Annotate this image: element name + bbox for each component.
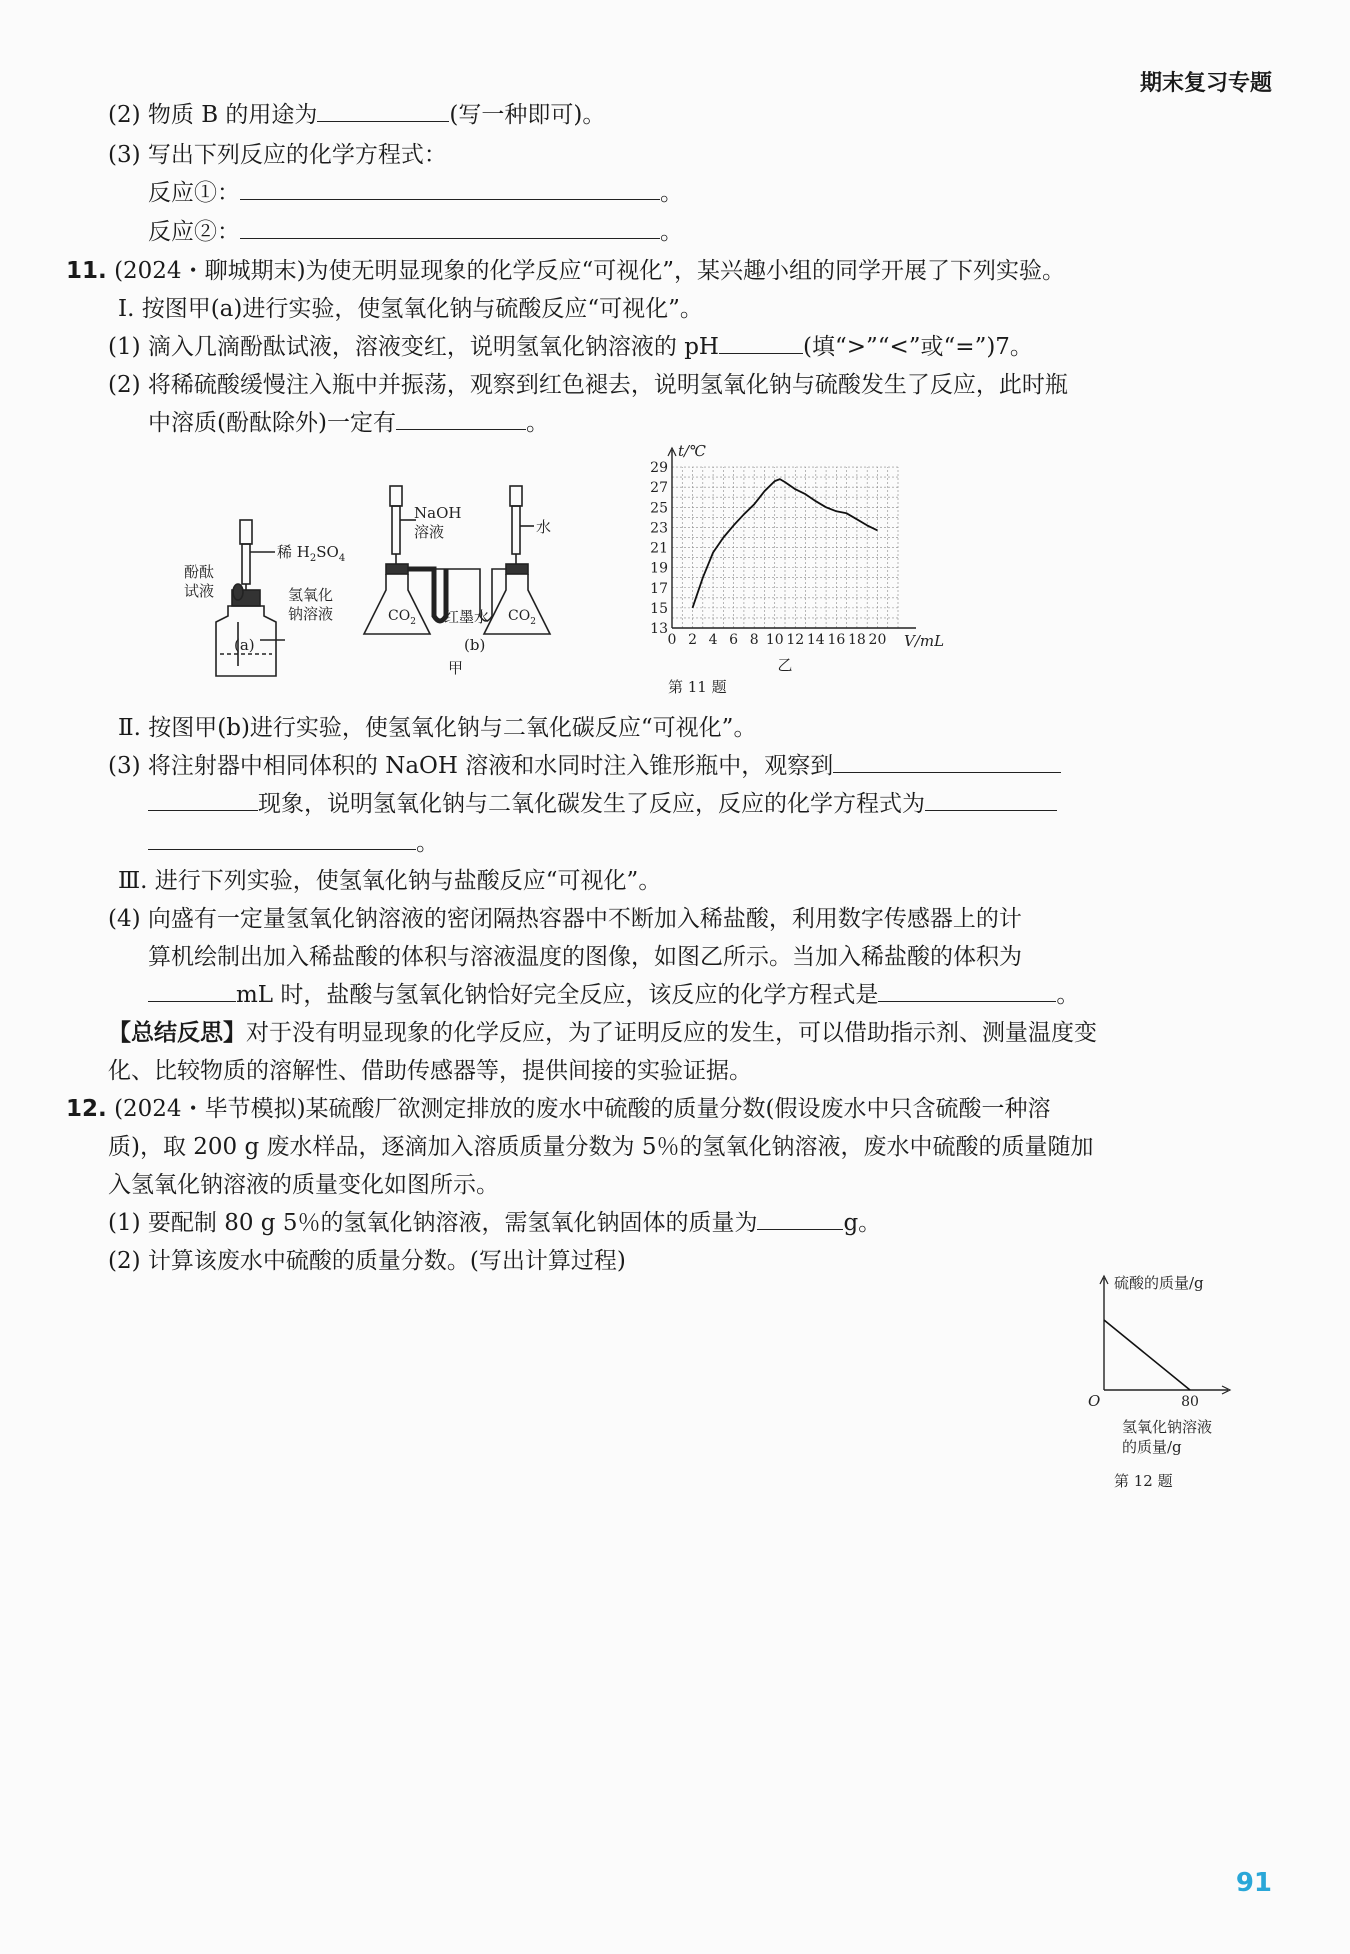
q11-summary-line1 — [108, 1014, 1097, 1047]
x-tick-label: 12 — [786, 632, 805, 648]
q12-sub1 — [108, 1204, 881, 1237]
q11-sub1-text: (1) 滴入几滴酚酞试液，溶液变红，说明氢氧化钠溶液的 pH — [108, 334, 719, 360]
answer-blank[interactable] — [148, 827, 416, 850]
question-number: 12. — [66, 1096, 107, 1122]
x-tick-label: 14 — [806, 632, 825, 648]
y-tick-label: 19 — [650, 560, 668, 577]
x-tick-label: 6 — [729, 632, 739, 648]
q11-sub3-line2 — [148, 785, 1057, 818]
x-tick-label: 10 — [765, 632, 784, 648]
answer-blank[interactable] — [757, 1207, 843, 1230]
caption-a: (a) — [234, 636, 255, 654]
q11-part1: Ⅰ. 按图甲(a)进行实验，使氢氧化钠与硫酸反应“可视化”。 — [118, 296, 703, 322]
answer-blank[interactable] — [240, 216, 660, 239]
answer-blank[interactable] — [878, 979, 1056, 1002]
q10-sub2 — [108, 96, 605, 129]
y-tick-label: 29 — [650, 460, 668, 477]
x-tick-label: 16 — [827, 632, 846, 648]
question-number: 11. — [66, 258, 107, 284]
answer-blank[interactable] — [396, 407, 526, 430]
figure-12 — [1080, 1270, 1300, 1490]
q12-line1 — [66, 1090, 1051, 1123]
answer-blank[interactable] — [925, 788, 1057, 811]
q11-intro — [66, 252, 1065, 285]
q10-sub2-suffix: (写一种即可)。 — [449, 102, 606, 128]
label-b-naoh-1: NaOH — [414, 504, 462, 522]
q11-sub4-line1: (4) 向盛有一定量氢氧化钠溶液的密闭隔热容器中不断加入稀盐酸，利用数字传感器上的计 — [108, 906, 1022, 932]
label-h2so4: 稀 $H_2SO_4$ — [277, 543, 346, 564]
y-tick-label: 15 — [650, 600, 668, 617]
period: 。 — [660, 180, 683, 206]
label-b-co2-right: $CO_2$ — [508, 608, 536, 627]
caption-b: (b) — [464, 636, 486, 654]
reaction2-label: 反应②： — [148, 219, 240, 245]
caption-jia: 甲 — [448, 659, 464, 677]
y-tick-label: 23 — [650, 520, 668, 537]
period: 。 — [525, 410, 549, 436]
q11-sub1 — [108, 328, 1033, 361]
answer-blank[interactable] — [317, 99, 449, 122]
q10-reaction1 — [148, 174, 683, 207]
y-tick-label: 21 — [650, 540, 668, 557]
y-tick-label: 17 — [650, 580, 668, 597]
q11-sub1-suffix: (填“>”“<”或“=”)7。 — [802, 334, 1033, 360]
chart-temperature — [650, 442, 944, 674]
x-axis-label: V/mL — [904, 632, 945, 650]
summary-text: 对于没有明显现象的化学反应，为了证明反应的发生，可以借助指示剂、测量温度变 — [246, 1020, 1097, 1046]
q11-sub3-line1 — [108, 747, 1061, 780]
q11-part3: Ⅲ. 进行下列实验，使氢氧化钠与盐酸反应“可视化”。 — [118, 868, 662, 894]
q11-sub2-line2 — [148, 404, 549, 437]
series-line-acid — [1104, 1320, 1190, 1390]
x-tick-label: 8 — [749, 632, 759, 648]
chart-title: 乙 — [777, 656, 793, 674]
q12-line2: 质)，取 200 g 废水样品，逐滴加入溶质质量分数为 5％的氢氧化钠溶液，废水中硫酸的质量随加 — [108, 1134, 1094, 1160]
reaction1-label: 反应①： — [148, 180, 240, 206]
caption-11: 第 11 题 — [668, 678, 727, 696]
q11-part2: Ⅱ. 按图甲(b)进行实验，使氢氧化钠与二氧化碳反应“可视化”。 — [118, 715, 757, 741]
q10-reaction2 — [148, 213, 683, 246]
q11-sub4-line2: 算机绘制出加入稀盐酸的体积与溶液温度的图像，如图乙所示。当加入稀盐酸的体积为 — [148, 944, 1022, 970]
label-naoh-1: 氢氧化 — [288, 586, 334, 604]
answer-blank[interactable] — [148, 788, 258, 811]
q11-sub2-line1: (2) 将稀硫酸缓慢注入瓶中并振荡，观察到红色褪去，说明氢氧化钠与硫酸发生了反应，此时瓶 — [108, 372, 1068, 398]
q10-sub2-text: (2) 物质 B 的用途为 — [108, 102, 318, 128]
q11-sub2-text: 中溶质(酚酞除外)一定有 — [148, 410, 396, 436]
q12-text-1: (2024・毕节模拟)某硫酸厂欲测定排放的废水中硫酸的质量分数(假设废水中只含硫酸一种溶 — [114, 1096, 1051, 1122]
q12-sub1-text: (1) 要配制 80 g 5％的氢氧化钠溶液，需氢氧化钠固体的质量为 — [108, 1210, 758, 1236]
q10-sub3: (3) 写出下列反应的化学方程式： — [108, 142, 447, 168]
answer-blank[interactable] — [719, 331, 803, 354]
x-tick-label: 20 — [868, 632, 887, 648]
label-phenolphthalein-1: 酚酞 — [184, 563, 215, 581]
y-tick-label: 13 — [650, 621, 668, 637]
answer-blank[interactable] — [148, 979, 236, 1002]
figure-11 — [180, 440, 1180, 700]
x-tick-label: 2 — [688, 632, 698, 648]
q11-sub3-line3 — [148, 824, 439, 857]
answer-blank[interactable] — [240, 177, 660, 200]
x-tick-label: 18 — [847, 632, 866, 648]
q11-sub3-text2: 现象，说明氢氧化钠与二氧化碳发生了反应，反应的化学方程式为 — [258, 791, 925, 817]
x-axis-label-line2: 的质量/g — [1122, 1438, 1182, 1456]
chart-sulfuric-acid — [1088, 1274, 1230, 1490]
caption-12: 第 12 题 — [1114, 1472, 1173, 1490]
y-axis-label: t/℃ — [678, 442, 706, 460]
q12-sub2: (2) 计算该废水中硫酸的质量分数。(写出计算过程) — [108, 1248, 626, 1274]
x-tick-label: 0 — [667, 632, 677, 648]
q11-sub4-line3 — [148, 976, 1079, 1009]
y-axis-label: 硫酸的质量/g — [1114, 1274, 1204, 1292]
label-b-water: 水 — [536, 518, 552, 536]
label-naoh-2: 钠溶液 — [288, 605, 334, 623]
period: 。 — [1056, 982, 1080, 1008]
x-tick-label: 80 — [1181, 1394, 1199, 1410]
label-b-ink: 红墨水 — [444, 608, 490, 626]
q12-sub1-suffix: g。 — [843, 1210, 882, 1236]
y-tick-label: 25 — [650, 500, 668, 517]
q11-intro-text: (2024・聊城期末)为使无明显现象的化学反应“可视化”，某兴趣小组的同学开展了下列实验。 — [114, 258, 1066, 284]
label-b-naoh-2: 溶液 — [414, 523, 445, 541]
y-tick-label: 27 — [650, 480, 668, 497]
q11-summary-line2: 化、比较物质的溶解性、借助传感器等，提供间接的实验证据。 — [108, 1058, 752, 1084]
label-b-co2-left: $CO_2$ — [388, 608, 416, 627]
origin-label: O — [1088, 1392, 1101, 1410]
period: 。 — [416, 830, 439, 856]
q11-sub4-text: mL 时，盐酸与氢氧化钠恰好完全反应，该反应的化学方程式是 — [236, 982, 879, 1008]
page-header: 期末复习专题 — [1139, 71, 1272, 96]
answer-blank[interactable] — [833, 750, 1061, 773]
x-tick-label: 4 — [708, 632, 718, 648]
q12-line3: 入氢氧化钠溶液的质量变化如图所示。 — [108, 1172, 499, 1198]
period: 。 — [660, 219, 683, 245]
summary-label: 【总结反思】 — [108, 1020, 246, 1046]
page-number: 91 — [1235, 1868, 1272, 1898]
q11-sub3-text: (3) 将注射器中相同体积的 NaOH 溶液和水同时注入锥形瓶中，观察到 — [108, 753, 834, 779]
label-phenolphthalein-2: 试液 — [184, 582, 215, 600]
x-axis-label-line1: 氢氧化钠溶液 — [1122, 1418, 1213, 1436]
